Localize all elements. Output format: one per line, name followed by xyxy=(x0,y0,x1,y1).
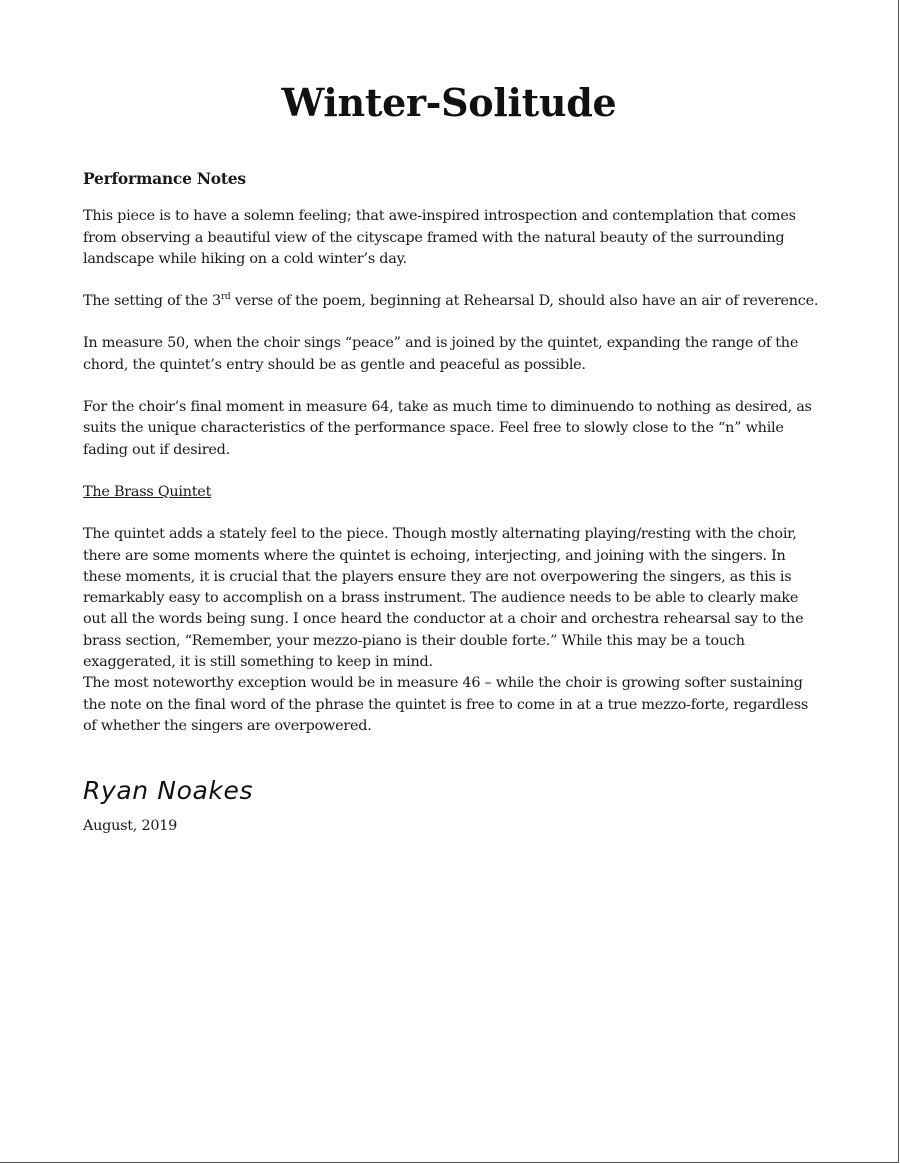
paragraph-measure-50: In measure 50, when the choir sings “peace” and is joined by the quintet, expanding the range of the chord, the quintet’s entry should be as gentle and peaceful as possible. xyxy=(83,335,799,373)
document-title: Winter-Solitude xyxy=(281,80,617,125)
paragraph-quintet: The quintet adds a stately feel to the piece. Though mostly alternating playing/resting with the choir, there are some moments where the quintet is echoing, interjecting, and joining with the singers. In these moments, it is crucial that the players ensure they are not overpowering the singers, as this is remarkably easy to accomplish on a brass instrument. The audience needs to be able to clearly make out all the words being sung. I once heard the conductor at a choir and orchestra rehearsal say to the brass section, “Remember, your mezzo-piano is their double forte.” While this may be a touch exaggerated, it is still something to keep in mind. xyxy=(83,526,804,671)
signature-date: August, 2019 xyxy=(83,818,178,834)
paragraph-third-verse-end: verse of the poem, beginning at Rehearsal D, should also have an air of reverence. xyxy=(230,293,819,310)
paragraph-measure-64: For the choir’s final moment in measure 64, take as much time to diminuendo to nothing as desired, as suits the unique characteristics of the performance space. Feel free to slowly close to the “n” while fading out if desired. xyxy=(83,399,812,458)
ordinal-suffix: rd xyxy=(220,292,231,303)
paragraph-third-verse xyxy=(83,291,823,312)
section-heading: Performance Notes xyxy=(83,169,246,188)
signature: Ryan Noakes xyxy=(83,776,254,805)
subheading-brass-quintet: The Brass Quintet xyxy=(83,483,212,500)
paragraph-third-verse-start: The setting of the 3 xyxy=(83,293,221,310)
paragraph-intro: This piece is to have a solemn feeling; that awe-inspired introspection and contemplation that comes from observing a beautiful view of the cityscape framed with the natural beauty of the surrounding landscape while hiking on a cold winter’s day. xyxy=(83,208,796,267)
paragraph-measure-46: The most noteworthy exception would be in measure 46 – while the choir is growing softer sustaining the note on the final word of the phrase the quintet is free to come in at a true mezzo-forte, regardless of whether the singers are overpowered. xyxy=(83,675,808,734)
document-body xyxy=(83,168,823,737)
